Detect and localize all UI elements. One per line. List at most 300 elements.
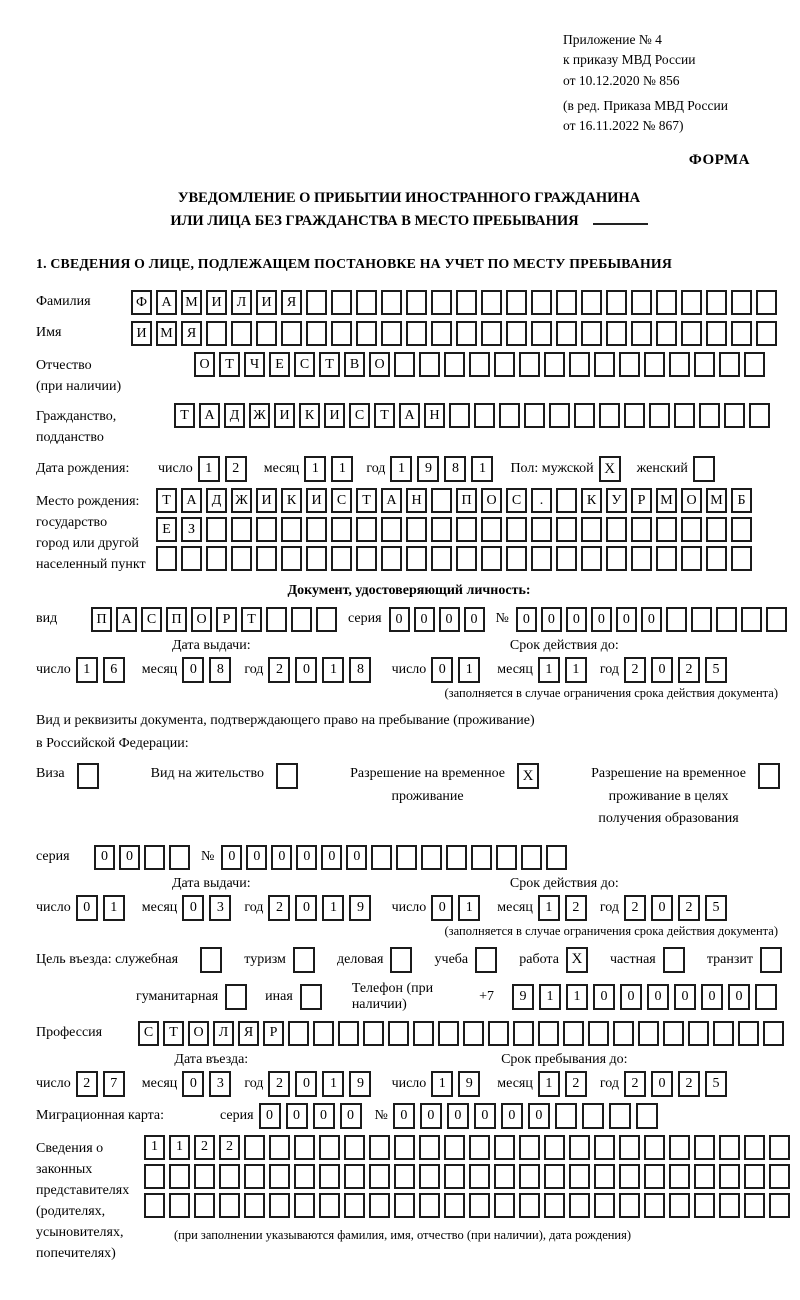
char-box[interactable]: И [256,290,277,315]
char-box[interactable] [394,352,415,377]
char-box[interactable]: 5 [705,657,727,683]
char-box[interactable]: И [256,488,277,513]
char-box[interactable] [631,290,652,315]
char-box[interactable]: 0 [295,895,317,921]
char-box[interactable]: 1 [539,984,561,1010]
char-box[interactable]: И [206,290,227,315]
char-box[interactable] [481,321,502,346]
char-box[interactable]: Ф [131,290,152,315]
char-box[interactable] [744,1164,765,1189]
char-box[interactable] [444,1135,465,1160]
char-box[interactable] [406,517,427,542]
char-box[interactable]: 2 [268,657,290,683]
char-box[interactable]: 5 [705,1071,727,1097]
char-box[interactable]: П [456,488,477,513]
char-box[interactable] [681,290,702,315]
char-box[interactable]: 9 [349,1071,371,1097]
char-box[interactable] [446,845,467,870]
char-box[interactable] [756,290,777,315]
char-box[interactable] [471,845,492,870]
char-box[interactable] [619,352,640,377]
char-box[interactable]: Р [263,1021,284,1046]
char-box[interactable] [444,1193,465,1218]
char-box[interactable] [206,517,227,542]
char-box[interactable] [588,1021,609,1046]
char-box[interactable]: А [381,488,402,513]
char-box[interactable] [474,403,495,428]
char-box[interactable]: 0 [393,1103,415,1129]
char-box[interactable]: 2 [678,657,700,683]
char-box[interactable]: О [369,352,390,377]
char-box[interactable] [419,1193,440,1218]
char-box[interactable] [606,321,627,346]
char-box[interactable]: 0 [439,607,460,632]
char-box[interactable]: А [399,403,420,428]
char-box[interactable] [594,352,615,377]
char-box[interactable]: 1 [565,657,587,683]
char-box[interactable]: 0 [620,984,642,1010]
visa-checkbox[interactable] [77,763,99,789]
char-box[interactable] [669,1193,690,1218]
char-box[interactable]: С [506,488,527,513]
char-box[interactable]: 2 [565,1071,587,1097]
char-box[interactable]: 0 [346,845,367,870]
char-box[interactable] [544,1135,565,1160]
char-box[interactable] [421,845,442,870]
char-box[interactable] [394,1193,415,1218]
char-box[interactable] [731,517,752,542]
char-box[interactable] [481,546,502,571]
char-box[interactable] [719,1135,740,1160]
char-box[interactable] [719,1164,740,1189]
char-box[interactable] [669,1164,690,1189]
char-box[interactable] [624,403,645,428]
char-box[interactable]: М [656,488,677,513]
char-box[interactable] [731,546,752,571]
char-box[interactable] [266,607,287,632]
char-box[interactable] [563,1021,584,1046]
char-box[interactable]: 1 [458,895,480,921]
char-box[interactable]: 1 [322,1071,344,1097]
char-box[interactable]: К [281,488,302,513]
char-box[interactable]: Л [213,1021,234,1046]
char-box[interactable]: 0 [414,607,435,632]
char-box[interactable] [544,1164,565,1189]
char-box[interactable]: 2 [219,1135,240,1160]
char-box[interactable] [431,546,452,571]
char-box[interactable]: 0 [647,984,669,1010]
char-box[interactable] [388,1021,409,1046]
char-box[interactable] [256,546,277,571]
char-box[interactable]: 0 [420,1103,442,1129]
char-box[interactable]: Т [219,352,240,377]
char-box[interactable]: 6 [103,657,125,683]
char-box[interactable]: 2 [268,1071,290,1097]
char-box[interactable]: 0 [182,1071,204,1097]
char-box[interactable]: Ч [244,352,265,377]
char-box[interactable] [381,517,402,542]
char-box[interactable]: 0 [464,607,485,632]
char-box[interactable]: 1 [431,1071,453,1097]
char-box[interactable] [556,488,577,513]
char-box[interactable]: Т [163,1021,184,1046]
char-box[interactable]: М [706,488,727,513]
char-box[interactable]: В [344,352,365,377]
purpose-study-checkbox[interactable] [475,947,497,973]
char-box[interactable] [394,1164,415,1189]
char-box[interactable] [741,607,762,632]
char-box[interactable]: 0 [728,984,750,1010]
char-box[interactable]: 1 [331,456,353,482]
residence-permit-checkbox[interactable] [276,763,298,789]
char-box[interactable] [519,1164,540,1189]
char-box[interactable] [419,1135,440,1160]
char-box[interactable] [609,1103,631,1129]
char-box[interactable] [319,1193,340,1218]
char-box[interactable] [769,1193,790,1218]
char-box[interactable]: С [138,1021,159,1046]
char-box[interactable]: 0 [701,984,723,1010]
char-box[interactable] [619,1164,640,1189]
char-box[interactable] [244,1135,265,1160]
char-box[interactable] [469,1193,490,1218]
char-box[interactable] [206,546,227,571]
char-box[interactable] [288,1021,309,1046]
char-box[interactable]: 0 [591,607,612,632]
char-box[interactable] [291,607,312,632]
char-box[interactable]: 0 [651,657,673,683]
char-box[interactable] [194,1193,215,1218]
char-box[interactable] [719,352,740,377]
char-box[interactable]: 0 [516,607,537,632]
char-box[interactable] [706,546,727,571]
char-box[interactable]: 1 [322,657,344,683]
char-box[interactable] [294,1164,315,1189]
char-box[interactable] [744,352,765,377]
char-box[interactable] [531,546,552,571]
char-box[interactable]: Ж [249,403,270,428]
char-box[interactable]: 1 [198,456,220,482]
char-box[interactable] [549,403,570,428]
char-box[interactable] [281,546,302,571]
char-box[interactable] [456,321,477,346]
char-box[interactable] [519,1193,540,1218]
char-box[interactable]: Д [206,488,227,513]
char-box[interactable] [744,1135,765,1160]
char-box[interactable]: И [131,321,152,346]
char-box[interactable]: 1 [304,456,326,482]
char-box[interactable] [644,1193,665,1218]
char-box[interactable]: Н [424,403,445,428]
char-box[interactable]: З [181,517,202,542]
char-box[interactable] [306,290,327,315]
char-box[interactable]: 0 [271,845,292,870]
char-box[interactable]: М [156,321,177,346]
char-box[interactable]: 0 [182,895,204,921]
char-box[interactable] [206,321,227,346]
char-box[interactable] [231,546,252,571]
char-box[interactable]: 2 [678,895,700,921]
char-box[interactable] [344,1135,365,1160]
char-box[interactable] [631,546,652,571]
char-box[interactable]: 1 [76,657,98,683]
char-box[interactable] [769,1135,790,1160]
char-box[interactable] [706,517,727,542]
purpose-work-checkbox[interactable]: X [566,947,588,973]
char-box[interactable]: 0 [566,607,587,632]
char-box[interactable] [656,517,677,542]
char-box[interactable] [281,517,302,542]
char-box[interactable] [694,1164,715,1189]
char-box[interactable] [371,845,392,870]
char-box[interactable] [694,1135,715,1160]
char-box[interactable] [331,546,352,571]
char-box[interactable]: 0 [182,657,204,683]
char-box[interactable]: 0 [593,984,615,1010]
char-box[interactable]: Т [156,488,177,513]
char-box[interactable] [644,352,665,377]
char-box[interactable] [749,403,770,428]
char-box[interactable]: М [181,290,202,315]
char-box[interactable] [219,1193,240,1218]
char-box[interactable]: О [681,488,702,513]
char-box[interactable]: С [349,403,370,428]
char-box[interactable] [456,517,477,542]
char-box[interactable] [356,290,377,315]
char-box[interactable] [531,321,552,346]
char-box[interactable] [144,1164,165,1189]
char-box[interactable]: О [191,607,212,632]
char-box[interactable] [419,352,440,377]
temp-residence-checkbox[interactable]: X [517,763,539,789]
char-box[interactable]: . [531,488,552,513]
char-box[interactable] [713,1021,734,1046]
char-box[interactable] [481,290,502,315]
char-box[interactable] [381,321,402,346]
char-box[interactable]: Е [269,352,290,377]
char-box[interactable] [449,403,470,428]
char-box[interactable] [556,546,577,571]
char-box[interactable] [506,517,527,542]
char-box[interactable] [319,1135,340,1160]
char-box[interactable] [619,1193,640,1218]
char-box[interactable] [369,1135,390,1160]
char-box[interactable] [521,845,542,870]
char-box[interactable]: 1 [538,895,560,921]
char-box[interactable] [294,1193,315,1218]
char-box[interactable]: 0 [501,1103,523,1129]
char-box[interactable]: О [481,488,502,513]
char-box[interactable] [681,321,702,346]
char-box[interactable]: 0 [119,845,140,870]
char-box[interactable] [231,517,252,542]
char-box[interactable]: 0 [321,845,342,870]
char-box[interactable]: 9 [349,895,371,921]
char-box[interactable] [581,546,602,571]
char-box[interactable]: 0 [431,895,453,921]
char-box[interactable] [581,290,602,315]
char-box[interactable] [599,403,620,428]
char-box[interactable] [513,1021,534,1046]
char-box[interactable] [524,403,545,428]
char-box[interactable]: С [141,607,162,632]
char-box[interactable]: Н [406,488,427,513]
char-box[interactable] [406,321,427,346]
char-box[interactable]: 0 [474,1103,496,1129]
char-box[interactable] [419,1164,440,1189]
char-box[interactable] [581,321,602,346]
char-box[interactable] [456,546,477,571]
char-box[interactable]: 1 [458,657,480,683]
char-box[interactable] [606,546,627,571]
char-box[interactable]: С [294,352,315,377]
purpose-humanitarian-checkbox[interactable] [225,984,247,1010]
char-box[interactable] [306,546,327,571]
char-box[interactable]: 3 [209,895,231,921]
char-box[interactable] [144,845,165,870]
temp-residence-education-checkbox[interactable] [758,763,780,789]
char-box[interactable] [369,1164,390,1189]
char-box[interactable] [519,352,540,377]
char-box[interactable] [694,1193,715,1218]
char-box[interactable] [719,1193,740,1218]
char-box[interactable]: 9 [458,1071,480,1097]
char-box[interactable]: 1 [471,456,493,482]
char-box[interactable] [766,607,787,632]
char-box[interactable] [644,1135,665,1160]
char-box[interactable] [631,321,652,346]
char-box[interactable] [244,1193,265,1218]
char-box[interactable] [506,321,527,346]
char-box[interactable] [331,517,352,542]
char-box[interactable]: 0 [651,1071,673,1097]
char-box[interactable]: 0 [431,657,453,683]
char-box[interactable] [769,1164,790,1189]
char-box[interactable] [496,845,517,870]
char-box[interactable] [469,1135,490,1160]
char-box[interactable] [344,1164,365,1189]
char-box[interactable] [394,1135,415,1160]
char-box[interactable]: У [606,488,627,513]
char-box[interactable]: 0 [528,1103,550,1129]
char-box[interactable] [716,607,737,632]
char-box[interactable]: Т [174,403,195,428]
char-box[interactable]: Т [356,488,377,513]
char-box[interactable]: 0 [641,607,662,632]
char-box[interactable]: 0 [340,1103,362,1129]
char-box[interactable]: С [331,488,352,513]
char-box[interactable] [538,1021,559,1046]
char-box[interactable]: И [274,403,295,428]
char-box[interactable] [494,1164,515,1189]
char-box[interactable] [763,1021,784,1046]
char-box[interactable] [396,845,417,870]
char-box[interactable] [231,321,252,346]
char-box[interactable] [556,321,577,346]
char-box[interactable] [656,546,677,571]
char-box[interactable] [494,1193,515,1218]
char-box[interactable] [169,1193,190,1218]
char-box[interactable] [656,321,677,346]
char-box[interactable]: 2 [678,1071,700,1097]
char-box[interactable]: 2 [194,1135,215,1160]
char-box[interactable] [519,1135,540,1160]
char-box[interactable] [331,290,352,315]
char-box[interactable]: 0 [94,845,115,870]
char-box[interactable]: 1 [103,895,125,921]
char-box[interactable]: К [581,488,602,513]
char-box[interactable]: Р [631,488,652,513]
char-box[interactable] [555,1103,577,1129]
char-box[interactable]: 1 [144,1135,165,1160]
char-box[interactable]: 2 [624,1071,646,1097]
char-box[interactable] [181,546,202,571]
char-box[interactable] [674,403,695,428]
char-box[interactable] [316,607,337,632]
char-box[interactable] [669,352,690,377]
char-box[interactable]: 0 [286,1103,308,1129]
char-box[interactable]: 8 [349,657,371,683]
char-box[interactable]: К [299,403,320,428]
char-box[interactable] [731,321,752,346]
char-box[interactable] [481,517,502,542]
purpose-official-checkbox[interactable] [200,947,222,973]
char-box[interactable] [594,1164,615,1189]
char-box[interactable] [344,1193,365,1218]
char-box[interactable]: 3 [209,1071,231,1097]
char-box[interactable] [469,1164,490,1189]
char-box[interactable] [755,984,777,1010]
char-box[interactable] [606,290,627,315]
char-box[interactable]: 1 [322,895,344,921]
char-box[interactable]: И [306,488,327,513]
char-box[interactable] [356,546,377,571]
char-box[interactable]: 8 [444,456,466,482]
char-box[interactable] [194,1164,215,1189]
char-box[interactable] [569,1193,590,1218]
char-box[interactable]: 0 [313,1103,335,1129]
char-box[interactable]: П [166,607,187,632]
char-box[interactable] [499,403,520,428]
char-box[interactable] [666,607,687,632]
char-box[interactable] [731,290,752,315]
char-box[interactable]: И [324,403,345,428]
char-box[interactable] [269,1193,290,1218]
char-box[interactable]: 0 [674,984,696,1010]
char-box[interactable] [306,517,327,542]
char-box[interactable] [649,403,670,428]
char-box[interactable]: А [156,290,177,315]
char-box[interactable] [681,546,702,571]
char-box[interactable] [438,1021,459,1046]
char-box[interactable] [531,290,552,315]
char-box[interactable] [594,1193,615,1218]
purpose-transit-checkbox[interactable] [760,947,782,973]
char-box[interactable] [369,1193,390,1218]
char-box[interactable]: Р [216,607,237,632]
char-box[interactable] [581,517,602,542]
char-box[interactable] [431,290,452,315]
char-box[interactable]: А [116,607,137,632]
purpose-tourism-checkbox[interactable] [293,947,315,973]
char-box[interactable]: О [188,1021,209,1046]
char-box[interactable] [431,488,452,513]
char-box[interactable] [744,1193,765,1218]
char-box[interactable]: Т [374,403,395,428]
char-box[interactable]: 9 [417,456,439,482]
char-box[interactable] [556,290,577,315]
char-box[interactable] [431,517,452,542]
